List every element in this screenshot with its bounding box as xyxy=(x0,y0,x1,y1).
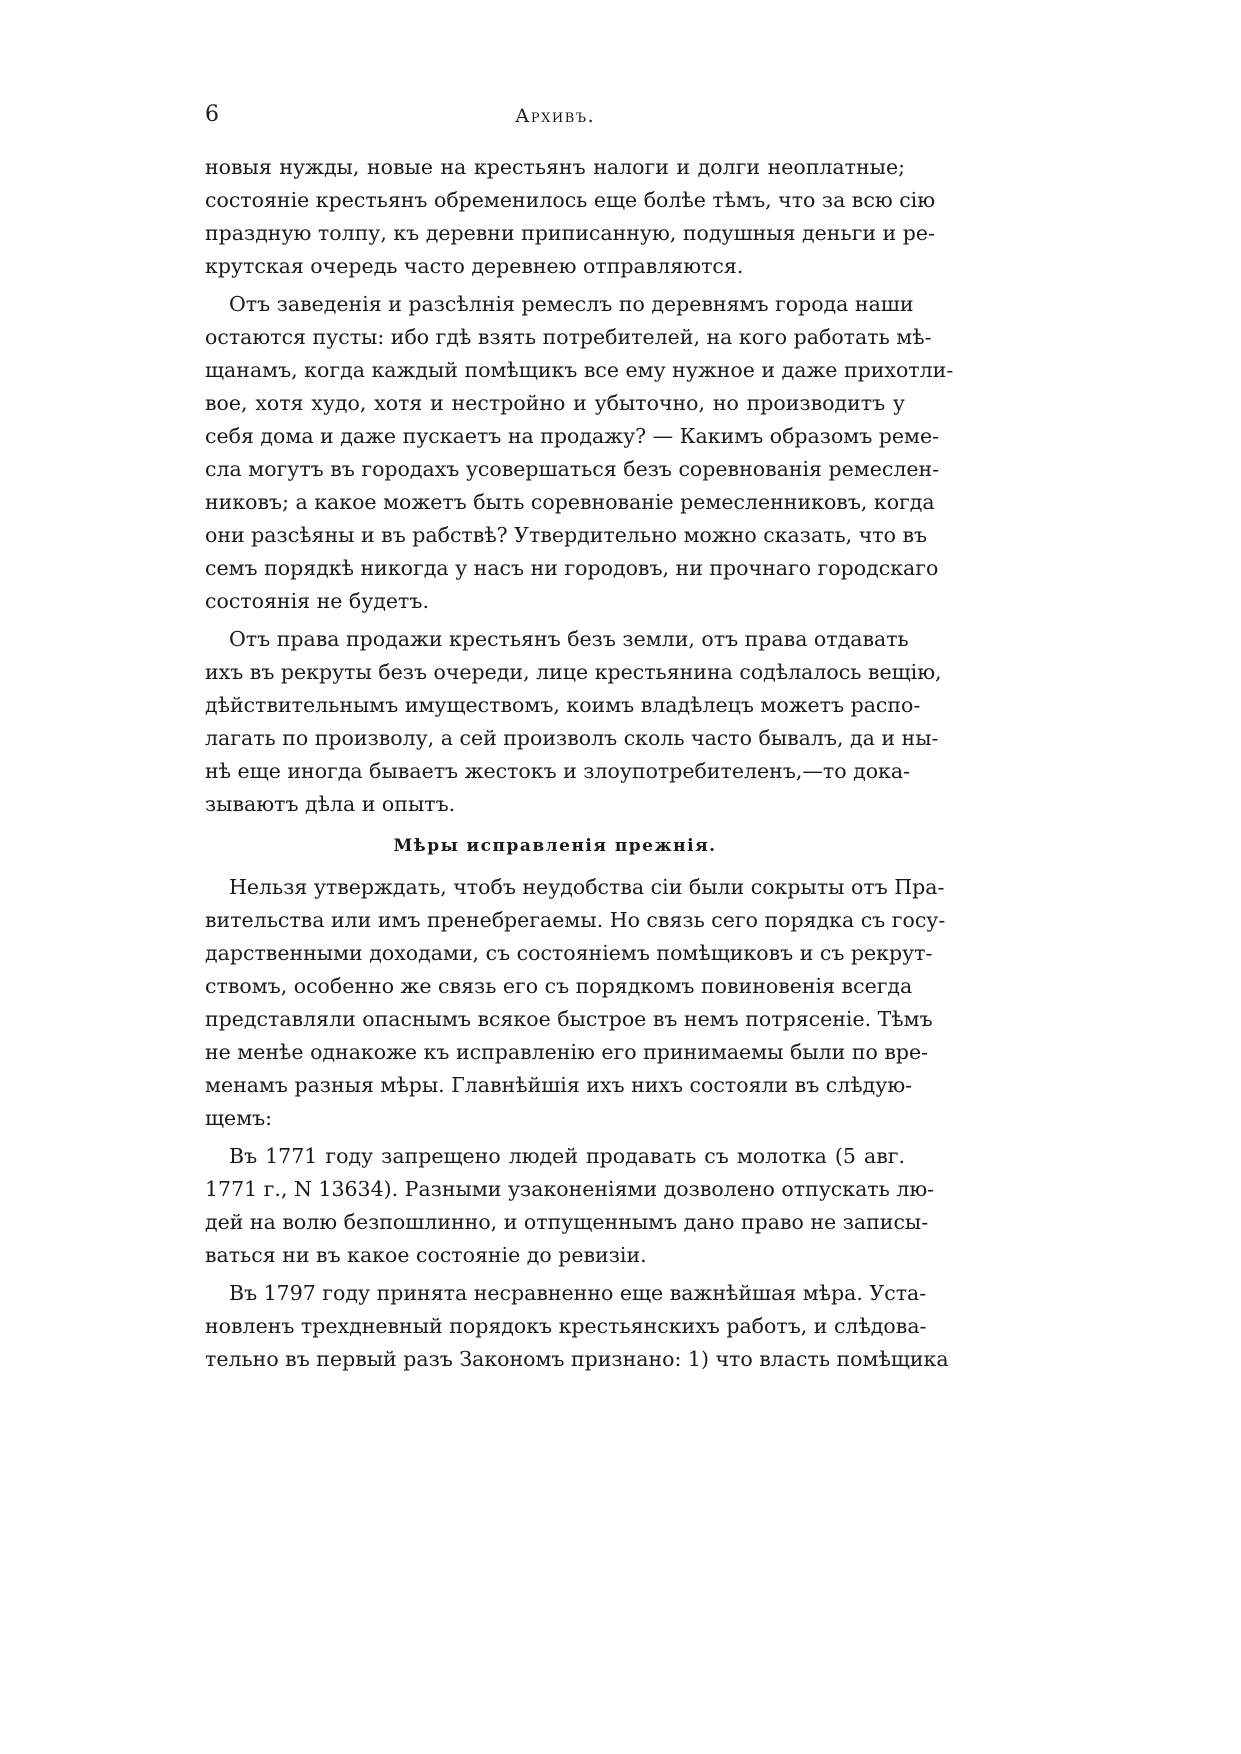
text-line: вое, хотя худо, хотя и нестройно и убыточно, но производитъ у xyxy=(205,391,905,415)
text-line: Въ 1797 году принята несравненно еще важнѣйшая мѣра. Уста- xyxy=(229,1281,927,1305)
text-line: ихъ въ рекруты безъ очереди, лице крестьянина содѣлалось вещію, xyxy=(205,660,942,684)
text-line: щемъ: xyxy=(205,1106,273,1130)
text-line: дарственными доходами, съ состояніемъ помѣщиковъ и съ рекрут- xyxy=(205,941,933,965)
text-line: семъ порядкѣ никогда у насъ ни городовъ, ни прочнаго городскаго xyxy=(205,556,939,580)
text-line: Отъ заведенія и разсѣлнія ремеслъ по деревнямъ города наши xyxy=(229,292,914,316)
text-line: вительства или имъ пренебрегаемы. Но связь сего порядка съ госу- xyxy=(205,908,946,932)
paragraph xyxy=(205,623,942,821)
paragraph xyxy=(205,1277,949,1376)
paragraph xyxy=(205,288,954,618)
text-line: они разсѣяны и въ рабствѣ? Утвердительно можно сказать, что въ xyxy=(205,523,928,547)
text-line: тельно въ первый разъ Закономъ признано: 1) что власть помѣщика xyxy=(205,1347,949,1371)
running-title: Архивъ. xyxy=(515,105,596,127)
text-line: зываютъ дѣла и опытъ. xyxy=(205,792,456,816)
paragraph xyxy=(205,871,946,1135)
page-header xyxy=(205,101,905,131)
text-line: дѣйствительнымъ имуществомъ, коимъ владѣлецъ можетъ распо- xyxy=(205,693,921,717)
page-number: 6 xyxy=(205,102,219,127)
text-line: ваться ни въ какое состояніе до ревизіи. xyxy=(205,1243,647,1267)
text-line: никовъ; а какое можетъ быть соревнованіе ремесленниковъ, когда xyxy=(205,490,935,514)
section-heading: Мѣры исправленія прежнія. xyxy=(393,836,717,856)
text-line: щанамъ, когда каждый помѣщикъ все ему нужное и даже прихотли- xyxy=(205,358,954,382)
paragraph xyxy=(205,1140,935,1272)
text-line: праздную толпу, къ деревни приписанную, подушныя деньги и ре- xyxy=(205,221,935,245)
text-line: крутская очередь часто деревнею отправляются. xyxy=(205,254,744,278)
text-line: сла могутъ въ городахъ усовершаться безъ соревнованія ремеслен- xyxy=(205,457,940,481)
text-line: ствомъ, особенно же связь его съ порядкомъ повиновенія всегда xyxy=(205,974,913,998)
text-line: менамъ разныя мѣры. Главнѣйшія ихъ нихъ состояли въ слѣдую- xyxy=(205,1073,913,1097)
text-line: представляли опаснымъ всякое быстрое въ немъ потрясеніе. Тѣмъ xyxy=(205,1007,933,1031)
text-line: Отъ права продажи крестьянъ безъ земли, отъ права отдавать xyxy=(229,627,909,651)
text-line: Нельзя утверждать, чтобъ неудобства сіи были сокрыты отъ Пра- xyxy=(229,875,945,899)
paragraph xyxy=(205,151,936,283)
text-line: не менѣе однакоже къ исправленію его принимаемы были по вре- xyxy=(205,1040,929,1064)
text-line: остаются пусты: ибо гдѣ взять потребителей, на кого работать мѣ- xyxy=(205,325,932,349)
text-line: состояніе крестьянъ обременилось еще болѣе тѣмъ, что за всю сію xyxy=(205,188,936,212)
body-text xyxy=(205,151,954,1376)
text-line: состоянія не будетъ. xyxy=(205,589,429,613)
text-line: лагать по произволу, а сей произволъ сколь часто бывалъ, да и ны- xyxy=(205,726,939,750)
text-line: новыя нужды, новые на крестьянъ налоги и долги неоплатные; xyxy=(205,155,905,179)
text-line: Въ 1771 году запрещено людей продавать съ молотка (5 авг. xyxy=(229,1144,905,1168)
text-line: нѣ еще иногда бываетъ жестокъ и злоупотребителенъ,—то дока- xyxy=(205,759,910,783)
text-line: новленъ трехдневный порядокъ крестьянскихъ работъ, и слѣдова- xyxy=(205,1314,927,1338)
text-line: 1771 г., N 13634). Разными узаконеніями дозволено отпускать лю- xyxy=(205,1177,935,1201)
text-line: дей на волю безпошлинно, и отпущеннымъ дано право не записы- xyxy=(205,1210,929,1234)
text-line: себя дома и даже пускаетъ на продажу? — Какимъ образомъ реме- xyxy=(205,424,940,448)
